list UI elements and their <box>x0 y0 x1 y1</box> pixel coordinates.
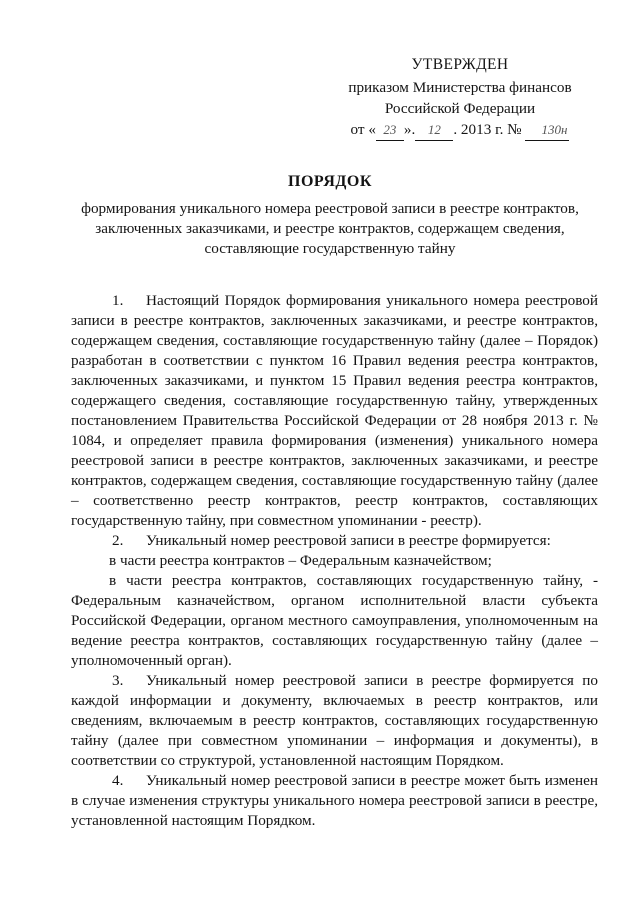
order-number-field <box>525 119 569 141</box>
paragraph-number: 1. <box>112 292 124 309</box>
paragraph-3 <box>71 671 598 771</box>
document-subtitle-line-3: составляющие государственную тайну <box>204 240 456 257</box>
paragraph-2-item-2 <box>71 571 598 671</box>
approval-order-line: приказом Министерства финансов <box>348 79 572 96</box>
date-year: . 2013 г. № <box>453 121 522 138</box>
paragraph-number: 4. <box>112 772 124 789</box>
date-day-field <box>376 119 404 141</box>
paragraph-text: Настоящий Порядок формирования уникального номера реестровой записи в реестре контрактов, заключенных заказчиками, и реестре контрактов, содержащем сведения, составляющие государственную тайну (далее – Порядок) разработан в соответствии с пунктом 16 Правил ведения реестра контрактов, заключенных заказчиками, и пунктом 15 Правил ведения реестра контрактов, содержащего сведения, составляющие государственную тайну, утвержденных постановлением Правительства Российской Федерации от 28 ноября 2013 г. № 1084, и определяет правила формирования (изменения) уникального номера реестровой записи в реестре контрактов, заключенных заказчиками, и реестре контрактов, содержащем сведения, составляющие государственную тайну (далее – соответственно реестр контрактов, реестр контрактов, составляющих государственную тайну, при совместном упоминании - реестр). <box>71 292 598 529</box>
document-title: ПОРЯДОК <box>288 173 372 190</box>
paragraph-1 <box>71 291 598 531</box>
date-prefix: от « <box>350 121 376 138</box>
paragraph-4 <box>71 771 598 831</box>
approval-ministry-line: Российской Федерации <box>384 100 536 117</box>
paragraph-2-item-1 <box>71 551 598 571</box>
document-heading <box>60 172 600 259</box>
paragraph-number: 2. <box>112 532 124 549</box>
document-body <box>71 291 598 831</box>
date-month: 12 <box>427 122 441 137</box>
paragraph-text: в части реестра контрактов, составляющих государственную тайну, - Федеральным казначейством, органом исполнительной власти субъекта Российской Федерации, органом местного самоуправления, уполномоченным на ведение реестра контрактов, составляющих государственную тайну (далее – уполномоченный орган). <box>71 572 598 669</box>
date-separator: ». <box>403 121 416 138</box>
approval-title: УТВЕРЖДЕН <box>411 56 509 73</box>
paragraph-text: Уникальный номер реестровой записи в реестре формируется по каждой информации и документу, включаемых в реестр контрактов, или сведениям, включаемым в реестр контрактов, составляющих государственную тайну (далее при совместном упоминании – информация и документы), в соответствии со структурой, установленной настоящим Порядком. <box>71 672 598 769</box>
paragraph-text: Уникальный номер реестровой записи в реестре может быть изменен в случае изменения структуры уникального номера реестровой записи в реестре, установленной настоящим Порядком. <box>71 772 598 829</box>
paragraph-text: в части реестра контрактов – Федеральным казначейством; <box>109 552 492 569</box>
date-month-field <box>415 119 453 141</box>
paragraph-text: Уникальный номер реестровой записи в реестре формируется: <box>146 532 551 549</box>
document-subtitle-line-1: формирования уникального номера реестровой записи в реестре контрактов, <box>81 200 579 217</box>
paragraph-2 <box>71 531 598 551</box>
order-number: 130н <box>541 122 568 137</box>
date-day: 23 <box>383 122 397 137</box>
paragraph-number: 3. <box>112 672 124 689</box>
document-subtitle-line-2: заключенных заказчиками, и реестре контрактов, содержащем сведения, <box>95 220 565 237</box>
approval-date-line <box>310 119 610 141</box>
approval-stamp <box>310 54 610 141</box>
